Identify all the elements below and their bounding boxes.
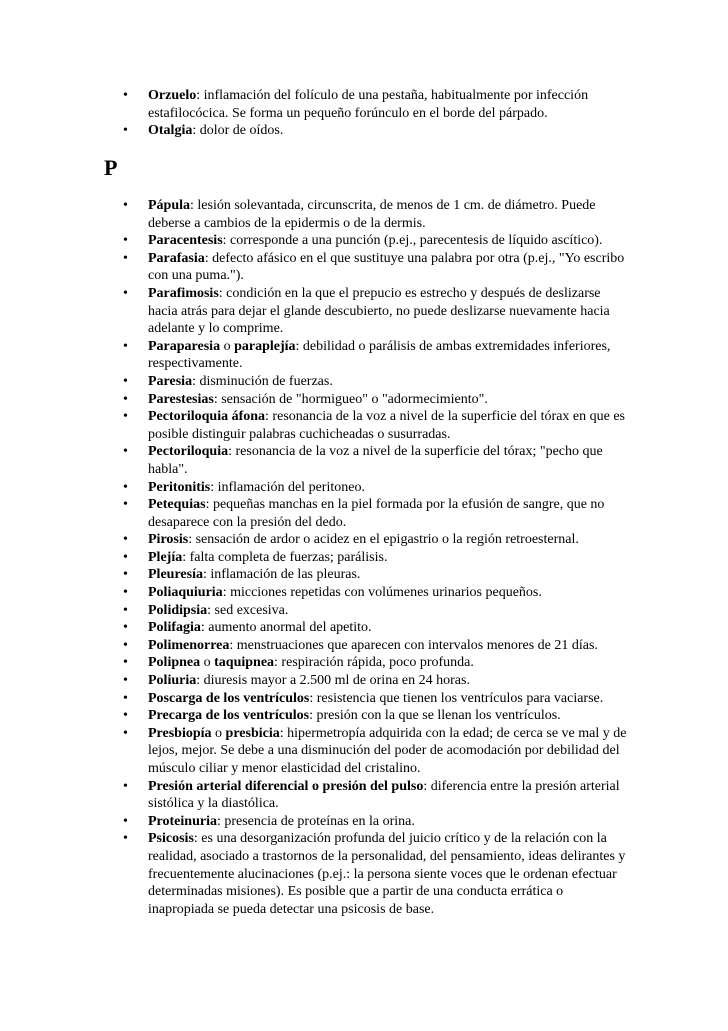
glossary-definition: : debilidad o parálisis de ambas extremidades inferiores, respectivamente. — [148, 338, 611, 372]
bullet-icon: • — [123, 373, 128, 389]
glossary-entry — [110, 496, 630, 531]
glossary-entry — [110, 373, 630, 391]
glossary-term-alt: presbicia — [225, 725, 280, 741]
glossary-definition: : inflamación del folículo de una pestaña, habitualmente por infección estafilocócica. Se forma un pequeño forúnculo en el borde del párpado. — [148, 88, 589, 121]
glossary-definition: : micciones repetidas con volúmenes urinarios pequeños. — [222, 585, 542, 601]
bullet-icon: • — [123, 620, 128, 636]
glossary-term: Psicosis — [148, 831, 194, 847]
glossary-entry — [110, 549, 630, 567]
glossary-definition: : presencia de proteínas en la orina. — [216, 813, 415, 829]
bullet-icon: • — [123, 250, 128, 266]
glossary-term: Orzuelo — [148, 88, 197, 103]
glossary-entry — [110, 531, 630, 549]
bullet-icon: • — [123, 637, 128, 653]
glossary-definition: : sensación de "hormigueo" o "adormecimiento". — [213, 391, 488, 407]
glossary-definition: : dolor de oídos. — [192, 123, 284, 139]
glossary-definition: : hipermetropía adquirida con la edad; de cerca se ve mal y de lejos, mejor. Se debe a una disminución del poder de acomodación por debilidad del músculo ciliar y menor elasticidad del cristalino. — [148, 725, 627, 776]
glossary-definition: : inflamación de las pleuras. — [202, 567, 361, 583]
glossary-entry — [110, 813, 630, 831]
glossary-definition: : menstruaciones que aparecen con intervalos menores de 21 días. — [229, 637, 598, 653]
glossary-term: Peritonitis — [148, 479, 211, 495]
glossary-entry — [110, 602, 630, 620]
glossary-term: Pápula — [148, 198, 191, 213]
bullet-icon: • — [123, 532, 128, 548]
glossary-definition: : diuresis mayor a 2.500 ml de orina en 24 horas. — [196, 673, 470, 689]
glossary-entry — [110, 654, 630, 672]
glossary-term: Paraparesia — [148, 338, 221, 354]
section-heading-p: P — [104, 155, 118, 180]
glossary-entry — [110, 250, 630, 285]
glossary-term: Petequias — [148, 497, 206, 513]
term-connector: o — [200, 655, 215, 671]
glossary-term: Presbiopía — [148, 725, 212, 741]
bullet-icon: • — [123, 391, 128, 407]
glossary-term: Otalgia — [148, 123, 193, 139]
glossary-entry — [110, 197, 630, 232]
glossary-entry — [110, 725, 630, 778]
bullet-icon: • — [123, 708, 128, 724]
glossary-definition: : resistencia que tienen los ventrículos para vaciarse. — [309, 690, 604, 706]
glossary-term: Polidipsia — [148, 602, 208, 618]
glossary-term: Parestesias — [148, 391, 214, 407]
bullet-icon: • — [123, 585, 128, 601]
glossary-term: Plejía — [148, 549, 183, 565]
glossary-entry — [110, 619, 630, 637]
glossary-definition: : aumento anormal del apetito. — [200, 620, 372, 636]
bullet-icon: • — [123, 549, 128, 565]
glossary-entry — [110, 479, 630, 497]
glossary-entry — [110, 232, 630, 250]
glossary-term: Poliaquiuria — [148, 585, 223, 601]
glossary-term: Polipnea — [148, 655, 201, 671]
glossary-term: Paresia — [148, 373, 193, 389]
bullet-icon: • — [123, 602, 128, 618]
bullet-icon: • — [123, 123, 128, 139]
glossary-entry — [110, 830, 630, 918]
bullet-icon: • — [123, 198, 128, 213]
glossary-definition: : presión con la que se llenan los ventrículos. — [309, 708, 561, 724]
glossary-definition: : falta completa de fuerzas; parálisis. — [182, 549, 388, 565]
glossary-entry — [110, 584, 630, 602]
glossary-definition: : defecto afásico en el que sustituye una palabra por otra (p.ej., "Yo escribo con una puma."). — [148, 250, 625, 284]
glossary-definition: : pequeñas manchas en la piel formada por la efusión de sangre, que no desaparece con la presión del dedo. — [148, 497, 605, 530]
glossary-entry — [110, 443, 630, 478]
glossary-definition: : inflamación del peritoneo. — [210, 479, 365, 495]
bullet-icon: • — [123, 338, 128, 354]
glossary-term: Precarga de los ventrículos — [148, 708, 310, 724]
bullet-icon: • — [123, 778, 128, 794]
glossary-definition: : resonancia de la voz a nivel de la superficie del tórax en que es posible distinguir palabras cuchicheadas o susurradas. — [148, 409, 625, 442]
bullet-icon: • — [123, 409, 128, 425]
glossary-term: Pectoriloquia — [148, 444, 229, 460]
bullet-icon: • — [123, 725, 128, 741]
glossary-entry — [110, 690, 630, 708]
glossary-definition: : diferencia entre la presión arterial sistólica y la diastólica. — [148, 778, 620, 812]
glossary-term: Parafimosis — [148, 285, 219, 301]
glossary-definition: : resonancia de la voz a nivel de la superficie del tórax; "pecho que habla". — [148, 444, 603, 477]
glossary-term: Pleuresía — [148, 567, 203, 583]
glossary-term: Proteinuria — [148, 813, 217, 829]
bullet-icon: • — [123, 673, 128, 689]
glossary-definition: : disminución de fuerzas. — [192, 373, 333, 389]
bullet-icon: • — [123, 690, 128, 706]
term-connector: o — [220, 338, 235, 354]
bullet-icon: • — [123, 655, 128, 671]
bullet-icon: • — [123, 813, 128, 829]
glossary-definition: : es una desorganización profunda del juicio crítico y de la relación con la realidad, asociado a trastornos de la personalidad, del pensamiento, ideas delirantes y frecuentemente alucinaciones (p.ej.: la persona siente voces que le ordenan efectuar determinadas misiones). Es posible que a partir de una conducta errática o inapropiada se pueda detectar una psicosis de base. — [148, 831, 626, 917]
glossary-definition: : sed excesiva. — [207, 602, 289, 618]
glossary-entry — [110, 778, 630, 813]
bullet-icon: • — [123, 233, 128, 249]
glossary-term-alt: paraplejía — [234, 338, 296, 354]
bullet-icon: • — [123, 831, 128, 847]
glossary-definition: : respiración rápida, poco profunda. — [274, 655, 474, 671]
bullet-icon: • — [123, 497, 128, 513]
glossary-definition: : lesión solevantada, circunscrita, de menos de 1 cm. de diámetro. Puede deberse a cambios de la epidermis o de la dermis. — [148, 198, 596, 231]
glossary-term-alt: taquipnea — [214, 655, 275, 671]
glossary-definition: : sensación de ardor o acidez en el epigastrio o la región retroesternal. — [188, 532, 579, 548]
glossary-term: Pectoriloquia áfona — [148, 409, 266, 425]
glossary-entry — [110, 391, 630, 409]
glossary-entry — [110, 285, 630, 338]
bullet-icon: • — [123, 567, 128, 583]
bullet-icon: • — [123, 479, 128, 495]
glossary-term: Polimenorrea — [148, 637, 230, 653]
glossary-term: Poscarga de los ventrículos — [148, 690, 310, 706]
glossary-entry — [110, 637, 630, 655]
glossary-term: Paracentesis — [148, 233, 223, 249]
glossary-list-p — [110, 197, 630, 918]
glossary-entry — [110, 566, 630, 584]
glossary-definition: : condición en la que el prepucio es estrecho y después de deslizarse hacia atrás para dejar el glande descubierto, no puede deslizarse nuevamente hacia adelante y lo comprime. — [148, 285, 610, 337]
glossary-term: Presión arterial diferencial o presión del pulso — [148, 778, 424, 794]
glossary-entry — [110, 87, 630, 122]
glossary-list-o — [110, 87, 630, 140]
glossary-term: Parafasia — [148, 250, 205, 266]
term-connector: o — [211, 725, 226, 741]
glossary-term: Pirosis — [148, 532, 189, 548]
glossary-entry — [110, 122, 630, 140]
glossary-entry — [110, 672, 630, 690]
bullet-icon: • — [123, 285, 128, 301]
bullet-icon: • — [123, 444, 128, 460]
glossary-definition: : corresponde a una punción (p.ej., parecentesis de líquido ascítico). — [222, 233, 603, 249]
glossary-entry — [110, 707, 630, 725]
glossary-term: Poliuria — [148, 673, 197, 689]
bullet-icon: • — [123, 88, 128, 103]
glossary-entry — [110, 408, 630, 443]
glossary-term: Polifagia — [148, 620, 201, 636]
glossary-entry — [110, 338, 630, 373]
